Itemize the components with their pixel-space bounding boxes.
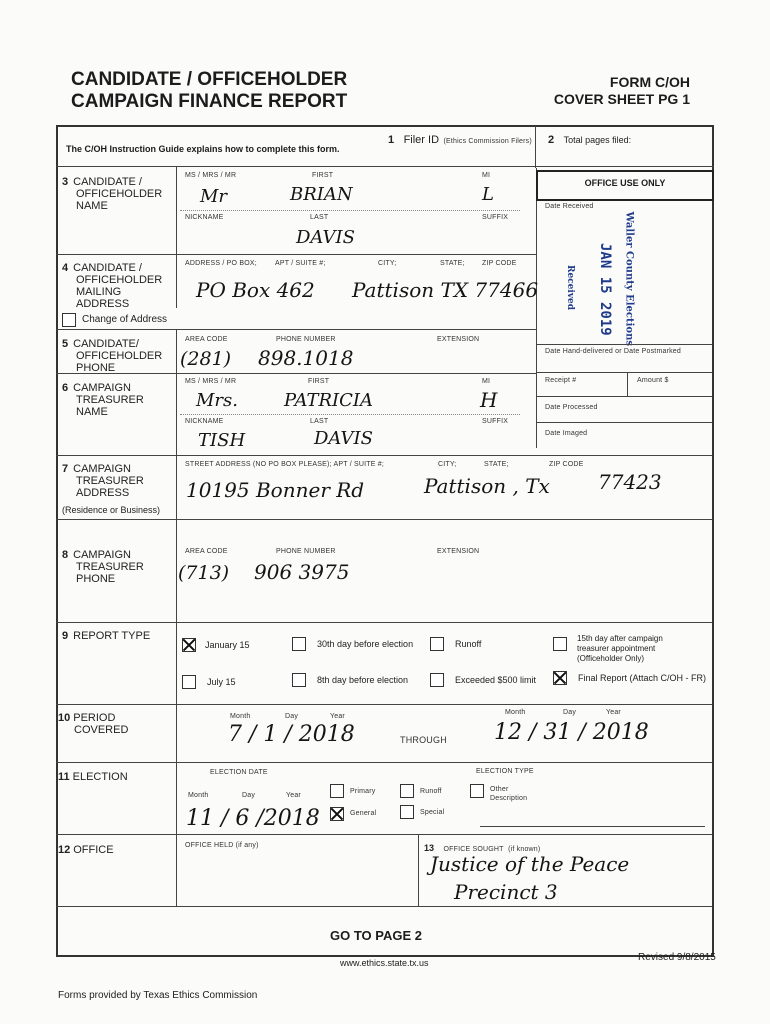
section6-divider bbox=[176, 373, 177, 455]
title-line2: CAMPAIGN FINANCE REPORT bbox=[71, 91, 348, 112]
section12-label-text: OFFICE bbox=[73, 844, 114, 856]
section4-divider bbox=[176, 254, 177, 308]
date-processed-label: Date Processed bbox=[545, 404, 598, 411]
bottom-rule bbox=[56, 955, 714, 957]
stamp-county: Waller County Elections bbox=[623, 211, 635, 346]
receipt-label: Receipt # bbox=[545, 377, 577, 384]
special-label: Special bbox=[420, 809, 445, 816]
section11-label bbox=[58, 771, 128, 783]
section4-label-1: CANDIDATE / bbox=[73, 262, 142, 274]
date-imaged-label: Date Imaged bbox=[545, 430, 588, 437]
runoff-label: Runoff bbox=[455, 639, 482, 649]
section12-bottom bbox=[56, 906, 712, 907]
section3-label-3: NAME bbox=[76, 200, 108, 212]
section4-label-4: ADDRESS bbox=[76, 298, 130, 310]
form-code-line1: FORM C/OH bbox=[609, 74, 690, 90]
section11-divider bbox=[176, 762, 177, 834]
office-use-rule-4 bbox=[536, 422, 712, 423]
s11-election-date-label: ELECTION DATE bbox=[210, 769, 268, 776]
day8-checkbox[interactable] bbox=[292, 673, 306, 687]
day15-label-2: treasurer appointment bbox=[577, 644, 656, 653]
section6-label-3: NAME bbox=[76, 406, 108, 418]
section12-divider bbox=[176, 834, 177, 906]
other-label-1: Other bbox=[490, 786, 509, 793]
section5-label-1: CANDIDATE/ bbox=[73, 338, 139, 350]
s6-first-value: PATRICIA bbox=[284, 390, 374, 411]
s4-city-value: Pattison TX 77466 bbox=[352, 278, 539, 302]
s10-month2-label: Month bbox=[505, 709, 526, 716]
s3-ms-value: Mr bbox=[200, 186, 228, 207]
section4-bottom bbox=[56, 329, 536, 330]
section7-bottom bbox=[56, 519, 712, 520]
s10-day-label: Day bbox=[285, 713, 299, 720]
total-pages-num: 2 bbox=[548, 134, 555, 146]
s6-nickname-label: NICKNAME bbox=[185, 418, 224, 425]
stamp-date: JAN 15 2019 bbox=[597, 243, 613, 336]
s3-dotted-rule bbox=[180, 210, 520, 211]
amount-label: Amount $ bbox=[637, 377, 669, 384]
jul15-checkbox[interactable] bbox=[182, 675, 196, 689]
s5-phone-value: 898.1018 bbox=[258, 346, 354, 370]
section10-bottom bbox=[56, 762, 712, 763]
s6-last-label: LAST bbox=[310, 418, 329, 425]
section3-label-1: CANDIDATE / bbox=[73, 176, 142, 188]
section3-label-2: OFFICEHOLDER bbox=[76, 188, 163, 200]
office-sought-line1: Justice of the Peace bbox=[430, 852, 630, 876]
s8-phone-value: 906 3975 bbox=[254, 560, 350, 584]
exceeded-checkbox[interactable] bbox=[430, 673, 444, 687]
filer-id-divider bbox=[535, 126, 536, 168]
section5-bottom bbox=[56, 373, 536, 374]
section10-label-1: PERIOD bbox=[73, 712, 116, 724]
section8-label-2: TREASURER bbox=[76, 561, 144, 573]
s4-city-label: CITY; bbox=[378, 260, 397, 267]
other-label-2: Description bbox=[490, 795, 528, 802]
s8-area-value: (713) bbox=[178, 562, 230, 584]
section6-bottom bbox=[56, 455, 712, 456]
jul15-label: July 15 bbox=[207, 677, 236, 687]
section5-num: 5 bbox=[62, 338, 69, 350]
s5-area-value: (281) bbox=[180, 348, 232, 370]
s7-city-value: Pattison , Tx bbox=[424, 474, 550, 498]
section7-divider bbox=[176, 455, 177, 519]
day8-label: 8th day before election bbox=[317, 675, 409, 685]
section5-divider bbox=[176, 329, 177, 373]
section3-divider bbox=[176, 166, 177, 254]
section7-num: 7 bbox=[62, 463, 69, 475]
s10-year-label: Year bbox=[330, 713, 345, 720]
section10-num: 10 bbox=[58, 712, 71, 724]
change-address-label: Change of Address bbox=[82, 314, 168, 325]
s7-street-label: STREET ADDRESS (NO PO BOX PLEASE); APT / SUITE #; bbox=[185, 461, 384, 468]
election-runoff-checkbox[interactable] bbox=[400, 784, 414, 798]
jan15-checkbox[interactable] bbox=[182, 638, 196, 652]
section4-num: 4 bbox=[62, 262, 69, 274]
section5-label bbox=[62, 338, 162, 374]
section7-sub: (Residence or Business) bbox=[62, 505, 161, 515]
filer-row-rule bbox=[56, 166, 714, 167]
s3-last-value: DAVIS bbox=[296, 227, 355, 248]
section11-label-text: ELECTION bbox=[72, 771, 128, 783]
section9-bottom bbox=[56, 704, 712, 705]
s8-phone-label: PHONE NUMBER bbox=[276, 548, 336, 555]
s10-year2-label: Year bbox=[606, 709, 621, 716]
office-use-rule-1 bbox=[536, 344, 712, 345]
day15-label-3: (Officeholder Only) bbox=[577, 654, 644, 663]
section8-num: 8 bbox=[62, 549, 69, 561]
section11-bottom bbox=[56, 834, 712, 835]
stamp-received: Received bbox=[565, 265, 575, 311]
filer-id-sub: (Ethics Commission Filers) bbox=[443, 138, 532, 145]
s10-through-label: THROUGH bbox=[400, 735, 447, 745]
forms-provided: Forms provided by Texas Ethics Commission bbox=[58, 990, 258, 1001]
s3-mi-label: MI bbox=[482, 172, 491, 179]
title-line1: CANDIDATE / OFFICEHOLDER bbox=[71, 69, 348, 90]
section8-label-1: CAMPAIGN bbox=[73, 549, 131, 561]
section7-label-1: CAMPAIGN bbox=[73, 463, 131, 475]
other-checkbox[interactable] bbox=[470, 784, 484, 798]
office-sought-sub: (if known) bbox=[508, 846, 541, 853]
form-code bbox=[520, 74, 690, 108]
received-stamp bbox=[620, 211, 642, 346]
section5-label-3: PHONE bbox=[76, 362, 116, 374]
office-sought-text: OFFICE SOUGHT bbox=[443, 846, 504, 853]
section9-label-text: REPORT TYPE bbox=[73, 630, 151, 642]
s10-day2-label: Day bbox=[563, 709, 577, 716]
s5-ext-label: EXTENSION bbox=[437, 336, 480, 343]
go-to-page-2: GO TO PAGE 2 bbox=[330, 928, 422, 943]
s3-first-label: FIRST bbox=[312, 172, 334, 179]
s3-nickname-label: NICKNAME bbox=[185, 214, 224, 221]
day15-checkbox[interactable] bbox=[553, 637, 567, 651]
final-report-label: Final Report (Attach C/OH - FR) bbox=[578, 673, 707, 683]
s11-date-value: 11 / 6 /2018 bbox=[186, 806, 320, 831]
section9-num: 9 bbox=[62, 630, 69, 642]
jan15-label: January 15 bbox=[205, 640, 250, 650]
section4-label-3: MAILING bbox=[76, 286, 122, 298]
s7-zip-label: ZIP CODE bbox=[549, 461, 584, 468]
s7-city-label: CITY; bbox=[438, 461, 457, 468]
runoff-checkbox[interactable] bbox=[430, 637, 444, 651]
office-sought-line2: Precinct 3 bbox=[454, 880, 558, 904]
s6-mi-value: H bbox=[480, 388, 498, 412]
s4-address-label: ADDRESS / PO BOX; bbox=[185, 260, 257, 267]
office-use-title: OFFICE USE ONLY bbox=[584, 178, 666, 188]
s10-month-label: Month bbox=[230, 713, 251, 720]
section9-divider bbox=[176, 622, 177, 704]
s8-ext-label: EXTENSION bbox=[437, 548, 480, 555]
day15-label-1: 15th day after campaign bbox=[577, 634, 663, 643]
other-desc-rule bbox=[480, 826, 705, 827]
section7-label-3: ADDRESS bbox=[76, 487, 130, 499]
day15-label bbox=[577, 634, 663, 664]
section6-label-2: TREASURER bbox=[76, 394, 144, 406]
primary-label: Primary bbox=[350, 788, 376, 795]
s7-zip-value: 77423 bbox=[598, 470, 662, 494]
office-held-label: OFFICE HELD (if any) bbox=[185, 842, 259, 849]
section10-label-2: COVERED bbox=[74, 724, 129, 736]
final-report-checkbox[interactable] bbox=[553, 671, 567, 685]
total-pages-text: Total pages filed: bbox=[563, 135, 632, 145]
filer-id-text: Filer ID bbox=[403, 134, 440, 146]
s8-area-label: AREA CODE bbox=[185, 548, 228, 555]
section3-num: 3 bbox=[62, 176, 69, 188]
instruction-text: The C/OH Instruction Guide explains how to complete this form. bbox=[66, 144, 340, 154]
section4-label bbox=[62, 262, 162, 310]
s10-to-value: 12 / 31 / 2018 bbox=[494, 720, 649, 745]
section7-label-2: TREASURER bbox=[76, 475, 144, 487]
section5-label-2: OFFICEHOLDER bbox=[76, 350, 163, 362]
form-code-line2: COVER SHEET PG 1 bbox=[553, 91, 690, 107]
s4-zip-label: ZIP CODE bbox=[482, 260, 517, 267]
filer-id-label bbox=[388, 130, 532, 148]
section8-divider bbox=[176, 519, 177, 622]
section3-label bbox=[62, 176, 162, 212]
left-rule bbox=[56, 125, 58, 955]
s5-phone-label: PHONE NUMBER bbox=[276, 336, 336, 343]
s11-year-label: Year bbox=[286, 792, 301, 799]
office-sought-num: 13 bbox=[424, 843, 435, 853]
section10-label bbox=[58, 712, 128, 736]
ethics-url: www.ethics.state.tx.us bbox=[340, 958, 429, 968]
s6-ms-value: Mrs. bbox=[196, 390, 238, 411]
s4-state-label: STATE; bbox=[440, 260, 465, 267]
s3-mi-value: L bbox=[482, 184, 494, 205]
s3-ms-label: MS / MRS / MR bbox=[185, 172, 237, 179]
section12-num: 12 bbox=[58, 844, 71, 856]
s11-day-label: Day bbox=[242, 792, 256, 799]
filer-id-num: 1 bbox=[388, 134, 395, 146]
change-address-checkbox[interactable] bbox=[62, 313, 76, 327]
day30-checkbox[interactable] bbox=[292, 637, 306, 651]
s11-election-type-label: ELECTION TYPE bbox=[476, 768, 534, 775]
exceeded-label: Exceeded $500 limit bbox=[455, 675, 537, 685]
s6-dotted-rule bbox=[180, 414, 520, 415]
section7-label bbox=[62, 463, 144, 499]
s6-last-value: DAVIS bbox=[314, 428, 373, 449]
section8-label-3: PHONE bbox=[76, 573, 116, 585]
s4-apt-label: APT / SUITE #; bbox=[275, 260, 326, 267]
general-label: General bbox=[350, 810, 377, 817]
section8-bottom bbox=[56, 622, 712, 623]
section3-bottom bbox=[56, 254, 536, 255]
top-rule bbox=[56, 125, 714, 127]
form-title bbox=[71, 69, 347, 113]
day30-label: 30th day before election bbox=[317, 639, 414, 649]
section12-label bbox=[58, 844, 114, 856]
s7-state-label: STATE; bbox=[484, 461, 509, 468]
s7-street-value: 10195 Bonner Rd bbox=[186, 478, 365, 502]
s6-first-label: FIRST bbox=[308, 378, 330, 385]
election-runoff-label: Runoff bbox=[420, 788, 442, 795]
date-hand-label: Date Hand-delivered or Date Postmarked bbox=[545, 348, 681, 355]
s3-first-value: BRIAN bbox=[290, 184, 353, 205]
general-checkbox[interactable] bbox=[330, 807, 344, 821]
office-use-divider bbox=[627, 372, 628, 396]
s3-suffix-label: SUFFIX bbox=[482, 214, 509, 221]
s5-area-label: AREA CODE bbox=[185, 336, 228, 343]
section6-label bbox=[62, 382, 144, 418]
section4-label-2: OFFICEHOLDER bbox=[76, 274, 163, 286]
office-use-rule-2 bbox=[536, 372, 712, 373]
total-pages-label bbox=[548, 130, 631, 148]
section6-label-1: CAMPAIGN bbox=[73, 382, 131, 394]
section8-label bbox=[62, 549, 144, 585]
primary-checkbox[interactable] bbox=[330, 784, 344, 798]
section10-divider bbox=[176, 704, 177, 762]
s6-nickname-value: TISH bbox=[198, 430, 246, 451]
section11-num: 11 bbox=[58, 771, 70, 783]
s6-suffix-label: SUFFIX bbox=[482, 418, 509, 425]
section6-num: 6 bbox=[62, 382, 69, 394]
s11-month-label: Month bbox=[188, 792, 209, 799]
s6-mi-label: MI bbox=[482, 378, 491, 385]
s10-from-value: 7 / 1 / 2018 bbox=[228, 722, 355, 747]
other-label bbox=[490, 785, 527, 803]
date-received-label: Date Received bbox=[545, 203, 594, 210]
office-use-rule-3 bbox=[536, 396, 712, 397]
revised-date: Revised 9/8/2015 bbox=[638, 952, 716, 963]
special-checkbox[interactable] bbox=[400, 805, 414, 819]
s4-address-value: PO Box 462 bbox=[196, 278, 315, 302]
office-sought-divider bbox=[418, 834, 419, 906]
section9-label bbox=[62, 630, 150, 642]
s3-last-label: LAST bbox=[310, 214, 329, 221]
s6-ms-label: MS / MRS / MR bbox=[185, 378, 237, 385]
